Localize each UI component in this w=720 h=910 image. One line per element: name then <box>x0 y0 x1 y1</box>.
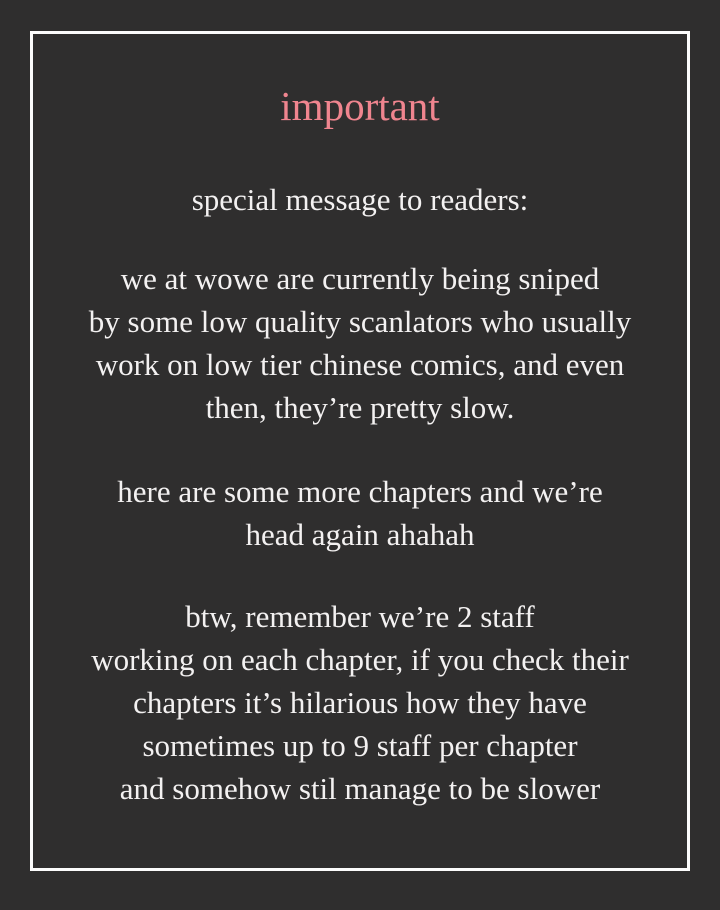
message-line: chapters it’s hilarious how they have <box>133 685 587 720</box>
subtitle: special message to readers: <box>191 182 529 217</box>
page-title: important <box>280 83 440 129</box>
message-line: by some low quality scanlators who usually <box>88 304 632 339</box>
message-line: working on each chapter, if you check their <box>91 642 629 677</box>
message-line: and somehow stil manage to be slower <box>119 771 601 806</box>
message-line: here are some more chapters and we’re <box>117 474 603 509</box>
message-line: head again ahahah <box>245 517 475 552</box>
paragraph-more-chapters <box>0 470 720 556</box>
message-line: we at wowe are currently being sniped <box>120 261 600 296</box>
message-line: sometimes up to 9 staff per chapter <box>142 728 578 763</box>
paragraph-staff-comparison <box>0 595 720 810</box>
paragraph-snipe-notice <box>0 257 720 429</box>
message-line: btw, remember we’re 2 staff <box>185 599 535 634</box>
message-line: then, they’re pretty slow. <box>205 390 515 425</box>
message-line: work on low tier chinese comics, and even <box>95 347 625 382</box>
